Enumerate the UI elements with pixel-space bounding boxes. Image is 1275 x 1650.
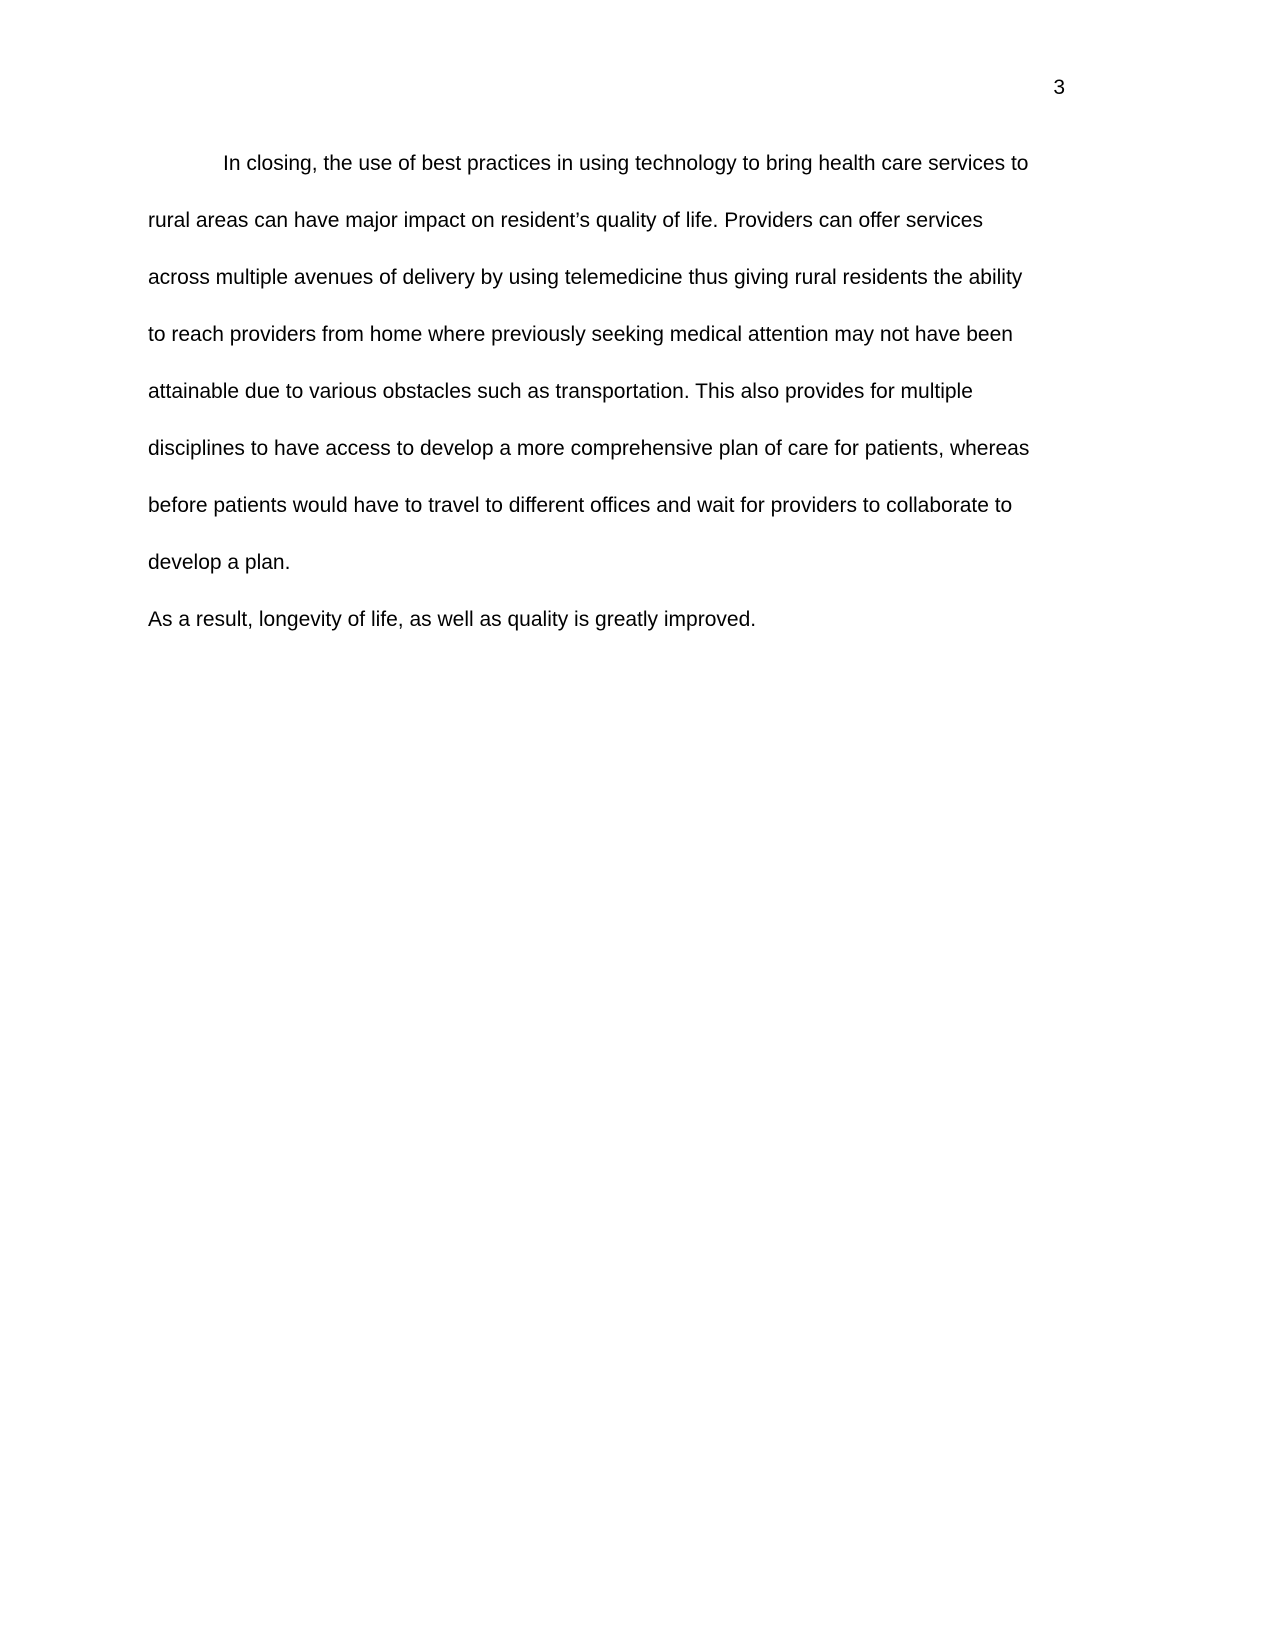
paragraph-1-line-3: across multiple avenues of delivery by using telemedicine thus giving rural residents the ability bbox=[148, 266, 1023, 289]
paragraph-1-line-4: to reach providers from home where previously seeking medical attention may not have been bbox=[148, 323, 1013, 346]
paragraph-2-line-1: As a result, longevity of life, as well as quality is greatly improved. bbox=[148, 608, 757, 631]
paragraph-1-line-7: before patients would have to travel to different offices and wait for providers to collaborate to bbox=[148, 494, 1013, 517]
document-body bbox=[148, 143, 1118, 656]
paragraph-1-line-1: In closing, the use of best practices in using technology to bring health care services to bbox=[223, 152, 1029, 175]
paragraph-1-line-2: rural areas can have major impact on resident’s quality of life. Providers can offer services bbox=[148, 209, 983, 232]
paragraph-1-line-6: disciplines to have access to develop a more comprehensive plan of care for patients, whereas bbox=[148, 437, 1030, 460]
page-number: 3 bbox=[1053, 76, 1065, 99]
paragraph-1-line-8: develop a plan. bbox=[148, 551, 291, 574]
paragraph-1-line-5: attainable due to various obstacles such as transportation. This also provides for multiple bbox=[148, 380, 973, 403]
